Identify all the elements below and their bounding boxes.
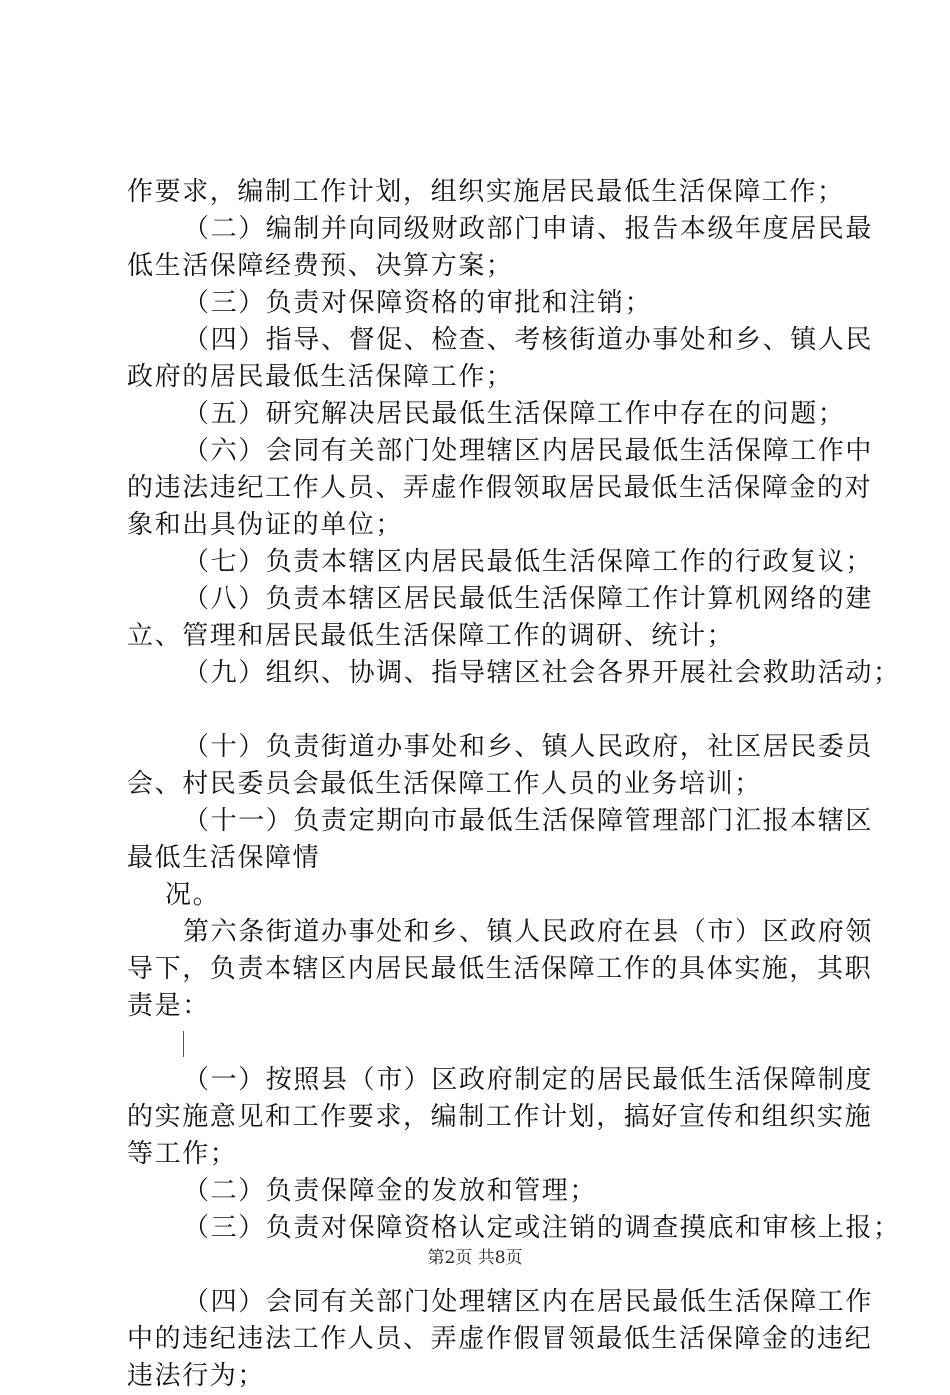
text-line: 第六条街道办事处和乡、镇人民政府在县（市）区政府领 bbox=[183, 917, 874, 947]
blank-line bbox=[127, 692, 847, 729]
text-line: （九）组织、协调、指导辖区社会各界开展社会救助活动； bbox=[183, 658, 901, 688]
text-line: （三）负责对保障资格的审批和注销； bbox=[183, 288, 653, 318]
text-line: 导下，负责本辖区内居民最低生活保障工作的具体实施，其职 bbox=[127, 954, 873, 984]
document-body bbox=[127, 174, 901, 1395]
text-line: （四）指导、督促、检查、考核街道办事处和乡、镇人民 bbox=[183, 325, 874, 355]
text-line: （五）研究解决居民最低生活保障工作中存在的问题； bbox=[183, 399, 846, 429]
text-line: 最低生活保障情 bbox=[127, 843, 321, 873]
text-cursor bbox=[183, 1031, 184, 1057]
text-line: 责是： bbox=[127, 991, 210, 1021]
text-line: （一）按照县（市）区政府制定的居民最低生活保障制度 bbox=[183, 1065, 874, 1095]
page-footer: 第2页 共8页 bbox=[427, 1248, 523, 1268]
text-line: 违法行为； bbox=[127, 1361, 266, 1391]
text-line: 况。 bbox=[165, 880, 221, 910]
text-line: （八）负责本辖区居民最低生活保障工作计算机网络的建 bbox=[183, 584, 874, 614]
text-line: 立、管理和居民最低生活保障工作的调研、统计； bbox=[127, 621, 735, 651]
text-line: 的违法违纪工作人员、弄虚作假领取居民最低生活保障金的对 bbox=[127, 473, 873, 503]
text-line: 低生活保障经费预、决算方案； bbox=[127, 251, 514, 281]
text-line: （三）负责对保障资格认定或注销的调查摸底和审核上报； bbox=[183, 1213, 901, 1243]
text-line: 等工作； bbox=[127, 1139, 238, 1169]
text-line: 象和出具伪证的单位； bbox=[127, 510, 404, 540]
text-line: （七）负责本辖区内居民最低生活保障工作的行政复议； bbox=[183, 547, 874, 577]
text-line: （六）会同有关部门处理辖区内居民最低生活保障工作中 bbox=[183, 436, 874, 466]
text-line: （二）负责保障金的发放和管理； bbox=[183, 1176, 598, 1206]
text-line: 作要求，编制工作计划，组织实施居民最低生活保障工作； bbox=[127, 177, 845, 207]
blank-line bbox=[127, 1025, 847, 1062]
text-line: 会、村民委员会最低生活保障工作人员的业务培训； bbox=[127, 769, 762, 799]
text-line: 政府的居民最低生活保障工作； bbox=[127, 362, 514, 392]
text-line: 中的违纪违法工作人员、弄虚作假冒领最低生活保障金的违纪 bbox=[127, 1324, 873, 1354]
text-line: 的实施意见和工作要求，编制工作计划，搞好宣传和组织实施 bbox=[127, 1102, 873, 1132]
text-line: （十）负责街道办事处和乡、镇人民政府，社区居民委员 bbox=[183, 732, 874, 762]
text-line: （四）会同有关部门处理辖区内在居民最低生活保障工作 bbox=[183, 1287, 874, 1317]
text-line: （二）编制并向同级财政部门申请、报告本级年度居民最 bbox=[183, 214, 874, 244]
text-line: （十一）负责定期向市最低生活保障管理部门汇报本辖区 bbox=[183, 806, 874, 836]
